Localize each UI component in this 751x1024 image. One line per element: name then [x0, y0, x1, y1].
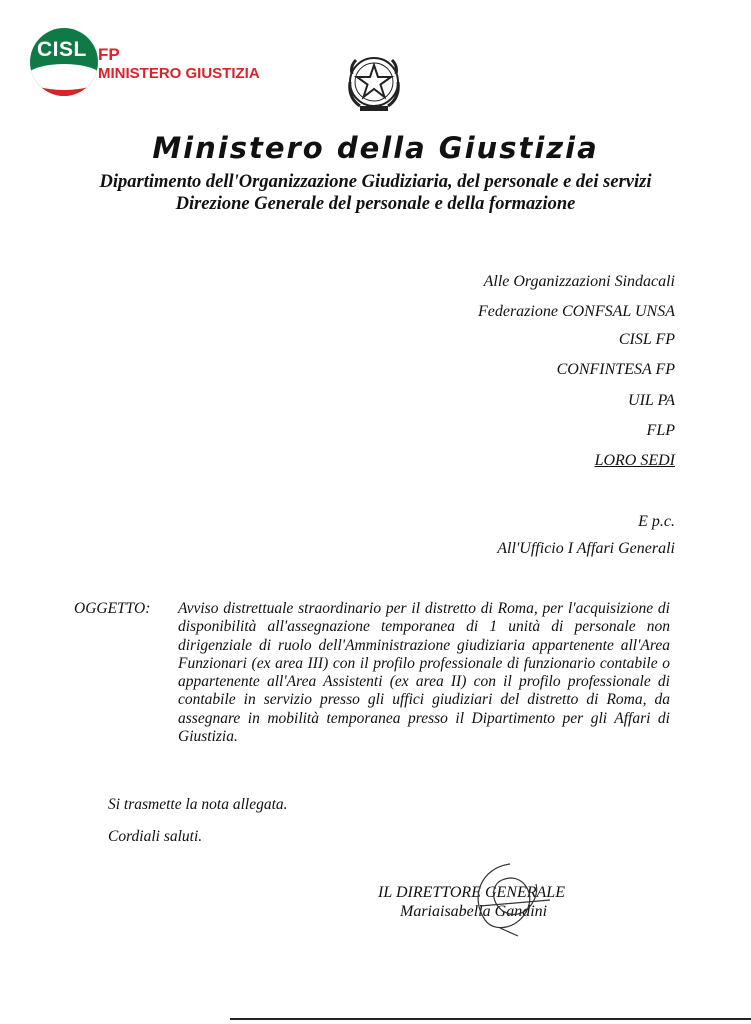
logo-subtitle: MINISTERO GIUSTIZIA: [98, 65, 260, 82]
cc-office: All'Ufficio I Affari Generali: [497, 540, 675, 557]
subject-text: Avviso distrettuale straordinario per il distretto di Roma, per l'acquisizione di disponibilità all'assegnazione temporanea di 1 unità di personale non dirigenziale di ruolo dell'Amministrazione giudiziaria appartenente all'Area Funzionari (ex area III) con il profilo professionale di funzionario contabile o appartenente all'Area Assistenti (ex area II) con il profilo professionale di contabile in servizio presso gli uffici giudiziari del distretto di Roma, da assegnare in mobilità temporanea presso il Dipartimento per gli Affari di Giustizia.: [178, 600, 670, 746]
cc-label: E p.c.: [638, 513, 675, 530]
recipient-line: CISL FP: [618, 331, 675, 348]
note-transmit: Si trasmette la nota allegata.: [108, 796, 288, 813]
logo-fp-text: FP: [98, 45, 120, 64]
recipient-line: FLP: [646, 422, 675, 439]
cisl-logo-icon: [30, 28, 98, 96]
recipient-line: Alle Organizzazioni Sindacali: [483, 273, 675, 290]
cisl-fp-logo: [30, 28, 280, 98]
italian-republic-emblem-icon: [340, 52, 408, 116]
handwritten-signature: [440, 858, 560, 938]
recipient-line: LORO SEDI: [594, 452, 675, 469]
department-line: Dipartimento dell'Organizzazione Giudiziaria, del personale e dei servizi: [99, 172, 652, 192]
signatory-name: Mariaisabella Gandini: [400, 903, 548, 920]
signatory-title: IL DIRETTORE GENERALE: [378, 884, 565, 901]
recipient-line: CONFINTESA FP: [556, 361, 675, 378]
ministry-title: Ministero della Giustizia: [152, 131, 599, 165]
recipient-line: UIL PA: [628, 392, 675, 409]
note-greetings: Cordiali saluti.: [108, 828, 203, 845]
subject-label: OGGETTO:: [74, 600, 151, 617]
directorate-line: Direzione Generale del personale e della formazione: [175, 194, 576, 214]
page-edge-line: [230, 1018, 751, 1020]
logo-cisl-text: CISL: [37, 38, 87, 61]
recipient-line: Federazione CONFSAL UNSA: [477, 303, 675, 320]
